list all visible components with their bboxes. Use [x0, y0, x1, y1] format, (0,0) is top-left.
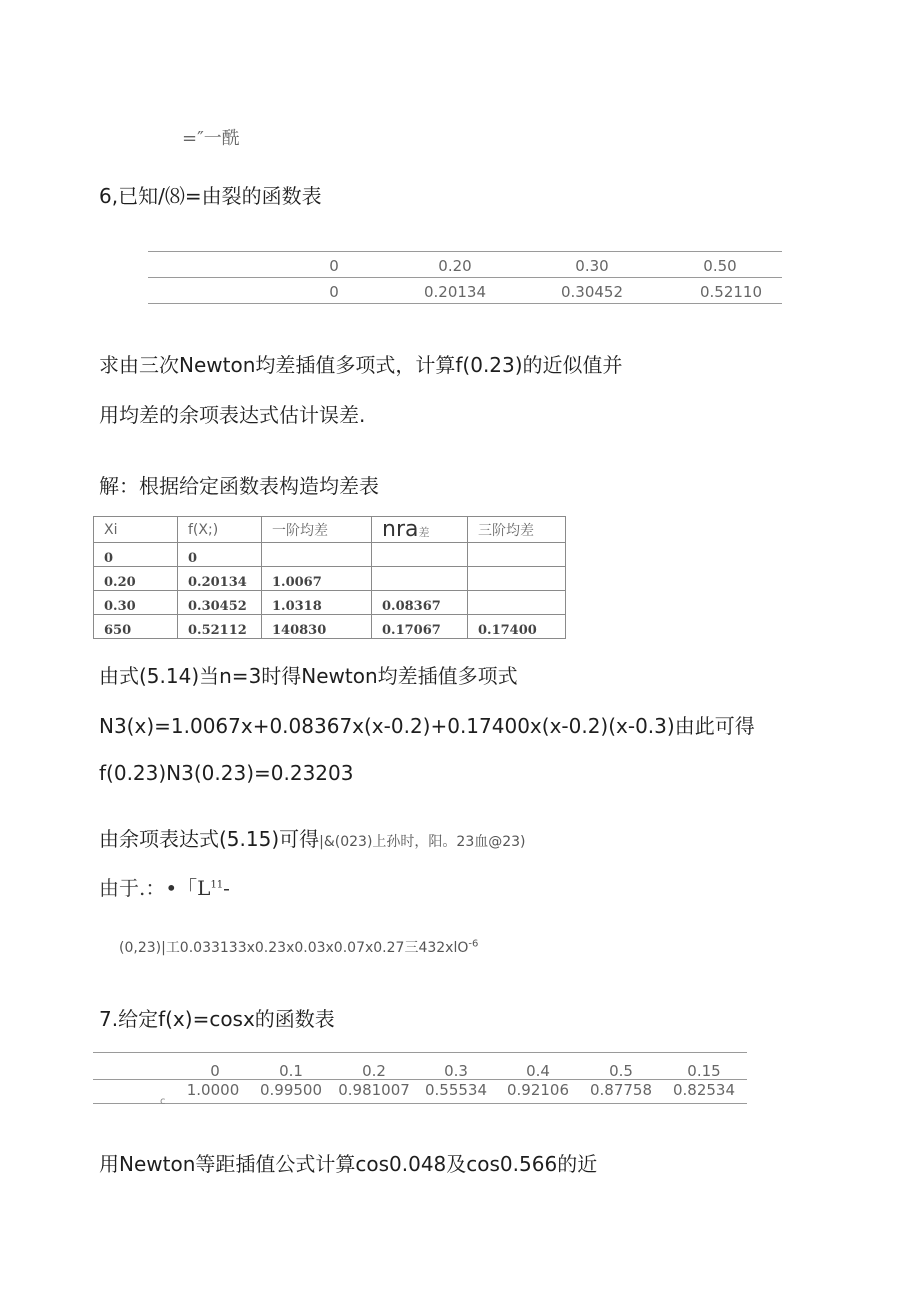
newton-formula-intro: 由式(5.14)当n=3时得Newton均差插值多项式: [99, 664, 518, 688]
table-cell: 650: [94, 615, 178, 639]
table-cell: 1.0318: [262, 591, 372, 615]
table-cell: 0.2: [362, 1062, 386, 1080]
table-row-x: [93, 1052, 747, 1080]
problem7-heading: 7.给定f(x)=cosx的函数表: [99, 1007, 335, 1031]
table-row-fx: [93, 1080, 747, 1104]
table-cell: [468, 591, 566, 615]
table-cell: [372, 567, 468, 591]
table-cell: 0.30452: [178, 591, 262, 615]
problem7-question: 用Newton等距插值公式计算cos0.048及cos0.566的近: [99, 1152, 598, 1176]
table-row: [94, 591, 566, 615]
table-cell: 0.55534: [424, 1081, 488, 1099]
table-cell: 0.17067: [372, 615, 468, 639]
newton-polynomial: N3(x)=1.0067x+0.08367x(x-0.2)+0.17400x(x-0.2)(x-0.3)由此可得: [99, 714, 755, 738]
table-cell: [468, 543, 566, 567]
table-cell: 0.92106: [506, 1081, 570, 1099]
table-cell: 0.82534: [672, 1081, 736, 1099]
table-cell: 0.981007: [338, 1081, 410, 1099]
header-xi: Xi: [94, 517, 178, 543]
table-cell: [468, 567, 566, 591]
table-cell: 0.20: [438, 257, 472, 275]
table-cell: 0: [178, 543, 262, 567]
header-first-diff: 一阶均差: [262, 517, 372, 543]
table-cell: 0.20134: [423, 283, 487, 301]
table-row-fx: [148, 278, 782, 304]
table-cell: 0: [210, 1062, 220, 1080]
table-cell: 0.4: [526, 1062, 550, 1080]
table-row: [94, 543, 566, 567]
table-row-x: [148, 251, 782, 278]
divided-difference-table: [93, 516, 566, 639]
table-cell: 1.0067: [262, 567, 372, 591]
table-cell: [372, 543, 468, 567]
table-cell: 0.1: [279, 1062, 303, 1080]
header-second-diff: nra差: [372, 517, 468, 543]
table-cell: 0.87758: [589, 1081, 653, 1099]
question6-line1: 求由三次Newton均差插值多项式，计算f(0.23)的近似值并: [99, 353, 623, 377]
table-cell: 0: [94, 543, 178, 567]
table-cell: 0.52112: [178, 615, 262, 639]
table-row: [94, 615, 566, 639]
table-cell: 0.30: [575, 257, 609, 275]
table-cell: [262, 543, 372, 567]
approximation-result: f(0.23)N3(0.23)=0.23203: [99, 761, 354, 785]
table-cell: 140830: [262, 615, 372, 639]
header-third-diff: 三阶均差: [468, 517, 566, 543]
table-cell: 0.30: [94, 591, 178, 615]
table-cell: 0.5: [609, 1062, 633, 1080]
function-table-6: [148, 251, 782, 304]
table-row: [94, 567, 566, 591]
top-fragment: =″一酰: [182, 128, 240, 149]
error-estimate: (0,23)|工0.033133x0.23x0.03x0.07x0.27三432xlO$^{-6}$: [119, 938, 479, 956]
table-cell: 0.15: [687, 1062, 721, 1080]
table-cell: 0.08367: [372, 591, 468, 615]
table-cell: 1.0000: [186, 1081, 240, 1099]
table-cell: 0.30452: [560, 283, 624, 301]
table-cell: 0.20: [94, 567, 178, 591]
table-cell: 0.3: [444, 1062, 468, 1080]
table-cell: 0.17400: [468, 615, 566, 639]
table-cell: 0: [329, 283, 339, 301]
table-header-row: [94, 517, 566, 543]
table-cell: 0.52110: [699, 283, 763, 301]
table-cell: 0.20134: [178, 567, 262, 591]
header-fx: f(X;): [178, 517, 262, 543]
problem6-heading: 6,已知/⑻=由裂的函数表: [99, 184, 322, 208]
remainder-line: 由余项表达式(5.15)可得|&(023)上孙时，阳。23血@23): [99, 827, 526, 851]
since-line: 由于.：•「$L^{11}-$: [99, 876, 230, 900]
question6-line2: 用均差的余项表达式估计误差.: [99, 403, 366, 427]
function-table-7: [93, 1052, 747, 1104]
table-cell: 0.99500: [259, 1081, 323, 1099]
table-cell: 0: [329, 257, 339, 275]
table-cell: 0.50: [703, 257, 737, 275]
stray-mark: c: [160, 1096, 166, 1107]
solution-intro: 解：根据给定函数表构造均差表: [99, 474, 379, 498]
